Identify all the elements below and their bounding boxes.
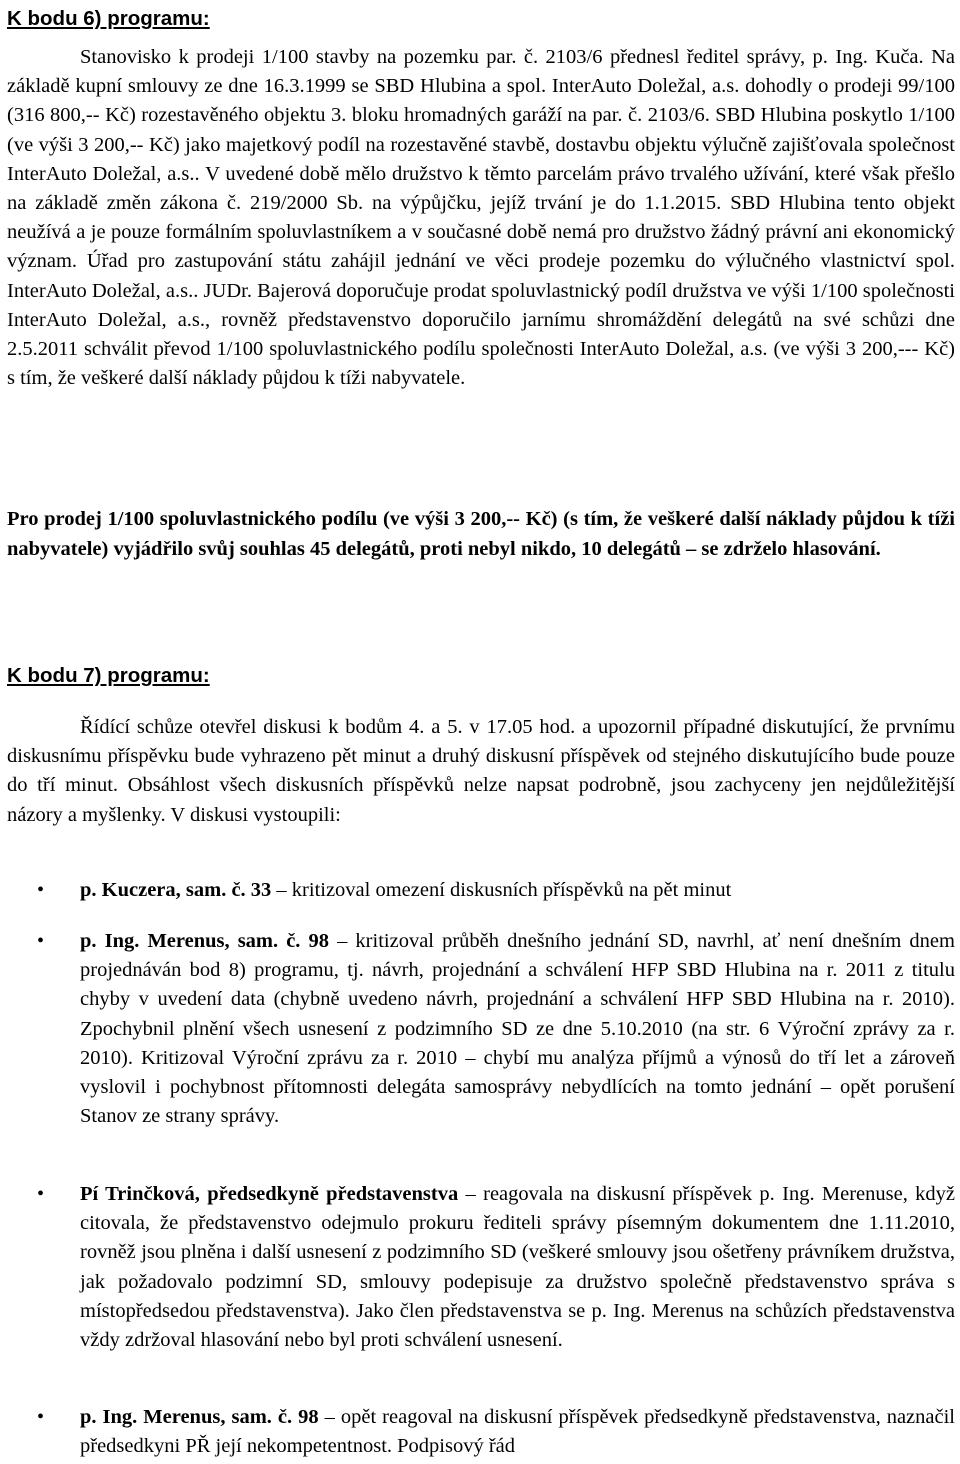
discussion-text: – reagovala na diskusní příspěvek p. Ing. Merenuse, když citovala, že představenstvo odejmulo prokuru řediteli správy písemným dokumentem dne 1.11.2010, rovněž jsou plněna i další usnesení z podzimního SD (veškeré smlouvy jsou ošetřeny právníkem družstva, jak požadovalo podzimní SD, smlouvy podepisuje za družstvo společně představenstvo správa s místopředsedou představenstva). Jako člen představenstva se p. Ing. Merenus na schůzích představenstva vždy zdržoval hlasování nebo byl proti schválení usnesení. bbox=[80, 1183, 955, 1352]
bullet-marker: • bbox=[37, 1183, 45, 1205]
bullet-marker: • bbox=[37, 879, 45, 901]
discussion-speaker: p. Ing. Merenus, sam. č. 98 bbox=[80, 930, 330, 952]
discussion-speaker: p. Ing. Merenus, sam. č. 98 bbox=[80, 1406, 319, 1428]
discussion-text: – opět reagoval na diskusní příspěvek předsedkyně představenstva, naznačil předsedkyni PŘ její nekompetentnost. Podpisový řád bbox=[80, 1406, 955, 1458]
discussion-item bbox=[80, 1403, 955, 1461]
discussion-text: – kritizoval průběh dnešního jednání SD, navrhl, ať není dnešním dnem projednáván bod 8) programu, tj. návrh, projednání a schválení HFP SBD Hlubina na r. 2011 z titulu chyby v uvedení data (chybně uvedeno návrh, projednání a schválení HFP SBD Hlubina na r. 2010). Zpochybnil plnění všech usnesení z podzimního SD ze dne 5.10.2010 (na str. 6 Výroční zprávy za r. 2010). Kritizoval Výroční zprávu za r. 2010 – chybí mu analýza příjmů a výnosů do tří let a zároveň vyslovil i pochybnost přítomnosti delegáta samosprávy nebydlících na tomto jednání – opět porušení Stanov ze strany správy. bbox=[80, 930, 955, 1128]
discussion-speaker: p. Kuczera, sam. č. 33 bbox=[80, 879, 272, 901]
discussion-item bbox=[80, 1180, 955, 1355]
discussion-speaker: Pí Trinčková, předsedkyně představenstva bbox=[80, 1183, 459, 1205]
section-6-heading: K bodu 6) programu: bbox=[7, 7, 210, 30]
discussion-item bbox=[80, 927, 955, 1131]
discussion-item bbox=[80, 876, 955, 905]
bullet-marker: • bbox=[37, 1406, 45, 1428]
section-7-paragraph: Řídící schůze otevřel diskusi k bodům 4. a 5. v 17.05 hod. a upozornil případné diskutující, že prvnímu diskusnímu příspěvku bude vyhrazeno pět minut a druhý diskusní příspěvek od stejného diskutujícího bude pouze do tří minut. Obsáhlost všech diskusních příspěvků nelze napsat podrobně, jsou zachyceny jen nejdůležitější názory a myšlenky. V diskusi vystoupili: bbox=[7, 716, 955, 826]
section-7-heading: K bodu 7) programu: bbox=[7, 664, 210, 687]
section-6-resolution: Pro prodej 1/100 spoluvlastnického podílu (ve výši 3 200,-- Kč) (s tím, že veškeré další náklady půjdou k tíži nabyvatele) vyjádřilo svůj souhlas 45 delegátů, proti nebyl nikdo, 10 delegátů – se zdrželo hlasování. bbox=[7, 508, 955, 560]
section-6-paragraph: Stanovisko k prodeji 1/100 stavby na pozemku par. č. 2103/6 přednesl ředitel správy, p. Ing. Kuča. Na základě kupní smlouvy ze dne 16.3.1999 se SBD Hlubina a spol. InterAuto Doležal, a.s. dohodly o prodeji 99/100 (316 800,-- Kč) rozestavěného objektu 3. bloku hromadných garáží na par. č. 2103/6. SBD Hlubina poskytlo 1/100 (ve výši 3 200,-- Kč) jako majetkový podíl na rozestavěné stavbě, dostavbu objektu výlučně zajišťovala společnost InterAuto Doležal, a.s.. V uvedené době mělo družstvo k těmto parcelám právo trvalého užívání, které však přešlo na základě změn zákona č. 219/2000 Sb. na výpůjčku, jejíž trvání je do 1.1.2015. SBD Hlubina tento objekt neužívá a je pouze formálním spoluvlastníkem a v současné době nemá pro družstvo žádný právní ani ekonomický význam. Úřad pro zastupování státu zahájil jednání ve věci prodeje pozemku do výlučného vlastnictví spol. InterAuto Doležal, a.s.. JUDr. Bajerová doporučuje prodat spoluvlastnický podíl družstva ve výši 1/100 společnosti InterAuto Doležal, a.s., rovněž představenstvo doporučilo jarnímu shromáždění delegátů na své schůzi dne 2.5.2011 schválit převod 1/100 spoluvlastnického podílu společnosti InterAuto Doležal, a.s. (ve výši 3 200,--- Kč) s tím, že veškeré další náklady půjdou k tíži nabyvatele. bbox=[7, 46, 955, 390]
discussion-text: – kritizoval omezení diskusních příspěvků na pět minut bbox=[271, 879, 732, 901]
bullet-marker: • bbox=[37, 930, 45, 952]
